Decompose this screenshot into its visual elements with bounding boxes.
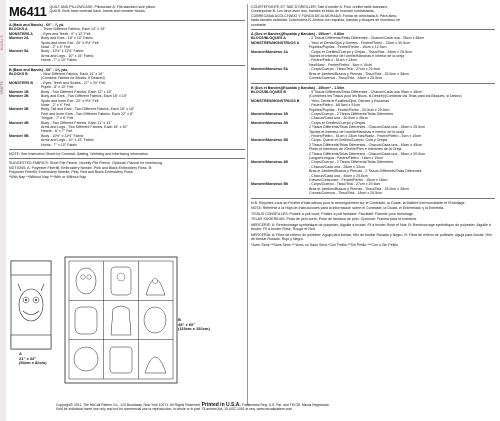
label: Monstre/Monstruo 5B: [251, 182, 288, 187]
text: Body - 10½" x 11½" Fabric: [41, 49, 84, 54]
french-spanish-column: [251, 5, 495, 247]
label: [251, 76, 309, 80]
label: Monstre/Monstruo 3B: [251, 138, 288, 143]
note-paragraph: MERCERÍA: A: Fibra de relleno de poliéster, Aguja para bordar, Hilo de bordar Rosado y Negro. B: Fibra de relleno de poliéster, Aguja para bordar, Hilo de bordar Rosado, Rojo y Negro.: [251, 233, 492, 242]
suggested-fabrics: SUGGESTED FABRICS: Short Pile Fleece, Novelty Pile Fleece. Optional: Flannel for interfacing.: [9, 161, 163, 166]
text: - Feutre/Fieltro - 68.5cm x 51cm: [309, 103, 361, 108]
text: Pupilles/Pupilas - Feutre/Fieltro - 20.5cm x 25.5cm: [309, 107, 390, 112]
label: Monster 5B: [9, 133, 29, 138]
section-b-title-fr: B (Dos et Bandes)(Espalda y Bandas) - 150cm* - 1.60m: [251, 85, 345, 90]
edge-brand: McCALL'S: [0, 35, 4, 51]
text: - Chacun/Cada una - 30.5cm x 45cm: [309, 116, 368, 121]
intro-english: [50, 5, 156, 14]
rule: [251, 83, 495, 84]
column-divider: [247, 4, 248, 405]
text: - 9 Tissus Différents/Telas Diferentes - Chacun/Cada una 35cm x 48cm: [309, 89, 422, 94]
nap-key-fr-es: *Avec Sens **Sans Sens ***Avec ou Sans Sens *Con Pelillo **Sin Pelillo ***Con o Sin Pelillo: [251, 243, 398, 248]
text: Hearts - 6" x 7" Felt: [41, 129, 73, 134]
nap-key: *With Nap **Without Nap ***With or Without Nap: [9, 174, 87, 179]
text: - Corps/Cuerpo - 2 Tissus Différents/Telas Diferentes: [309, 111, 394, 116]
text: - Corps/Cuerpo - 2 Tissus Différents/Telas Diferentes: [309, 160, 394, 165]
printed-in: Printed in U.S.A.: [201, 402, 241, 408]
label: MONSTERS B: [9, 80, 33, 85]
quilt-drawing: [65, 257, 177, 383]
rule: [251, 29, 495, 30]
label: [251, 191, 309, 195]
text: Cornes/Cuernos - Tissu/Tela - 18cm x 25.5cm: [309, 76, 382, 81]
notions-line: NOTIONS: A: Polyester Fiberfill, Embroidery Needle, Pink and Black Embroidery Floss. B:: [9, 165, 153, 170]
label: Monstre/Monstruo 1B: [251, 111, 288, 116]
section-a-title: A (Back and Bands) - 60" - ⅞ yd.: [9, 23, 65, 27]
header: [9, 5, 245, 18]
intro-line: CUBRECAMA ACOLCHADO Y FUNDA DE ALMOHADA: Funda de almohada A: Para almo-: [251, 13, 398, 18]
intro-line: hada tamaño estándar. Cubrecama B. Ambos con espalda, bandas y bloques de monstruo en: [251, 18, 401, 23]
monsters-b-pupils: Pupils - 8" x 10" Felt: [41, 85, 74, 90]
pillowcase-drawing: [11, 261, 51, 349]
text: - Yeux, Dents et Écailles/Ojos, Dientes y Escamas: [309, 98, 389, 103]
intro-line: contraste.: [251, 22, 267, 27]
text: Nose - 2" x 4" Felt: [41, 102, 70, 107]
footer: [56, 403, 496, 411]
text: Pieds et Intérieurs de l'Oreille/Pies e Interiores de la Oreja: [309, 147, 402, 152]
text: Bras et Jambes/Brazos y Piernas - Tissu/Tela - 25.5cm x 38cm: [309, 71, 409, 76]
text: - Corps et Oreilles/Cuerpo y Orejas - Tissu/Tela - 45cm x 25.5cm: [309, 49, 412, 54]
label: BLOCKS B: [9, 72, 28, 77]
monster-5b-line: [9, 143, 245, 147]
text: Body and Ears - Two Different Fabrics, Each 18" x 10": [41, 94, 128, 99]
label: MONSTRES/MONSTRUOS A: [251, 40, 300, 45]
blocks-b-note: (Combine Fabrics for Blocks, If Desired): [41, 76, 105, 81]
notes-paragraphs: [251, 201, 495, 242]
label: Monstre/Monstruo 2B: [251, 120, 288, 125]
label: BLOCS/BLOQUES B: [251, 89, 286, 94]
section-a-lines: [251, 36, 495, 80]
text: - Yeux et Dents/Ojos y Dientes - Feutre/Fieltro - 23cm x 30.5cm: [309, 40, 410, 45]
note-paragraph: MERCERIE: A: Rembourrage synthétique de polyester, Aiguille à broder, Fil à broder Rose et Noir. B: Rembourrage synthétique de polyester, Aiguille à broder, Fil à broder Rose, Rouge et Noir.: [251, 223, 491, 232]
text: - Corps/Cuerpo - Tissu/Tela - 27cm x 29.5cm: [309, 182, 381, 187]
material-line: [251, 76, 495, 80]
note-paragraph: TELAS SUGERIDAS: Polar de pelo corto, Polar de fantasía de pelo. Opcional: Franela para la entretela.: [251, 217, 418, 222]
rule: [9, 20, 245, 21]
label: Monster 2B: [9, 94, 29, 99]
sold-note: Sold for individual home use only and not for commercial use or reproduction, in whole or in part. ©Lanham Act, 15 USC 1051 et seq. www.mccallpattern.com: [56, 407, 293, 412]
label: Monster 1B: [9, 89, 29, 94]
text: Spots and Inner Ear - 20" x 9½" Felt: [41, 98, 99, 103]
text: Bras et Jambes/Brazos y Piernas - 2 Tissus Différents/Telas Diferentes: [309, 169, 422, 174]
rule: [9, 149, 245, 150]
label: [9, 143, 41, 147]
note-paragraph: N.B. Reportez-vous au Feuillet d'Instructions pour le renseignement sur le Contraste, la Ouate, la Matière thermocollante et l'Entoilage.: [251, 200, 466, 205]
note-paragraph: TISSUS CONSEILLÉS: Polaire à poil court, Polaire à poil fantaisie. Facultatif: Flanelle pour l'entoilage.: [251, 211, 414, 216]
rule: [9, 65, 245, 66]
text: Pupilles/Pupilas - Feutre/Fieltro - 10cm x 12.5cm: [309, 45, 387, 50]
view-a-label: [19, 352, 47, 366]
label: BLOCS/BLOQUES A: [251, 36, 286, 41]
section-b-lines: [251, 90, 495, 196]
view-b-label: [178, 318, 210, 332]
intro-line: Quilt B. Both have contrast back, bands and monster blocks.: [49, 9, 146, 14]
view-a-size-metric: (54cm x 82cm): [19, 360, 47, 366]
label: [9, 58, 41, 62]
view-b-size: 45" x 60": [178, 321, 196, 327]
text: Body - Two Different Fabrics, Each 11" x 13": [41, 120, 112, 125]
label: Monster 5A: [9, 49, 29, 54]
text: Body, Tail and Ears - Two Different Fabrics, Each 18" x 18": [41, 107, 135, 112]
text: Arms and Legs - 10" x 15" Fabric: [41, 138, 94, 143]
label: Monster 3B: [9, 107, 29, 112]
text: - 2 Tissus Différents/Telas Diferentes - Chacun/Cada una - 35cm x 48cm: [309, 36, 425, 41]
monster-5a-line: [9, 58, 245, 62]
label: Monstre/Monstruo 2A: [251, 49, 288, 54]
text: Horns - 7" x 10" Fabric: [41, 58, 78, 63]
text: Body - 10½" x 11½" Fabric: [41, 133, 84, 138]
text: Cœurs/Corazones - Feutre/Fieltro - 15cm x 18cm: [309, 178, 388, 183]
edge-tag: CRAFTS: [0, 81, 4, 95]
text: 2 Tissus Différents/Telas Diferentes - Chacun/Cada una - 56cm x 20.5cm: [309, 151, 425, 156]
note-paragraph: NOTA: Referirse a la Hoja de Instrucciones para la información sobre el Contraste, la Guata, el Entretelado y la Entretela.: [251, 206, 445, 211]
view-b-letter: B: [178, 317, 181, 322]
text: Spots and Inner Ear - 20" x 9½" Felt: [41, 40, 99, 45]
notions-line: Polyester Fiberfill, Embroidery Needle, Pink, Red and Black Embroidery Floss.: [9, 170, 134, 175]
intro-line: COURTEPOINTE ET TAIE D'OREILLER: Taie d'oreiller A: Pour oreiller taille standard.: [251, 5, 388, 9]
text: Body and Ears - 18" x 10" Fabric: [41, 36, 94, 41]
text: Body - Two Different Fabrics, Each 12" x 18": [41, 89, 112, 94]
text: Horns - 7" x 10" Fabric: [41, 142, 78, 147]
view-a-letter: A: [19, 351, 22, 356]
pattern-number: M6411: [9, 4, 47, 19]
text: - Eyes and Teeth - 9" x 12" Felt: [41, 31, 91, 36]
intro-line: QUILT AND PILLOWCASE: Pillowcase A: Fits standard size pillow.: [49, 5, 156, 9]
text: 2 Tissus Différents/Telas Diferentes - Chacun/Cada una - 45cm x 45cm: [309, 142, 422, 147]
text: Feet and Inner Ears - Two Different Fabrics, Each 22" x 8": [41, 111, 134, 116]
text: - Feutre/Fieltro - 51cm x 24cm Nez/Nariz - Feutre/Fieltro - 5cm x 10cm: [309, 133, 422, 138]
rule: [251, 198, 495, 199]
text: Nose - 2" x 4" Felt: [41, 45, 70, 50]
text: Cornes/Cuernos - Tissu/Tela - 18cm x 25.5cm: [309, 191, 382, 196]
note: NOTE: See Instruction Sheet for Contrast, Batting, Webbing and Interfacing information.: [9, 151, 149, 156]
rule: [9, 158, 245, 159]
section-b-title: B (Back and Bands) - 60" - 1⅝ yds.: [9, 67, 69, 72]
english-column: [9, 5, 245, 179]
text: Langue/Lengua - Feutre/Fieltro - 18cm x 15cm: [309, 156, 384, 160]
label: Monster 4B: [9, 120, 29, 125]
label: BLOCKS A: [9, 27, 28, 32]
text: - Nine Different Fabrics, Each 14" x 19": [41, 72, 104, 77]
edge-strip: [0, 0, 6, 421]
section-a-title-fr: A (Dos et Bandes)(Espalda y Bandas) - 150cm* - 0.80m: [251, 32, 345, 37]
copyright: Copyright© 2011, The McCall Pattern Co., 120 Broadway, New York 10271. All Rights Reserved.: [56, 403, 201, 407]
label: MONSTRES/MONSTRUOS B: [251, 98, 300, 103]
text: Arms and Legs - Two Different Fabrics, Each 18" x 10": [41, 124, 128, 129]
material-line: [251, 191, 495, 195]
text: - Corps, Queue et Oreilles/Cuerpo, Cola y Orejas: [309, 138, 388, 143]
text: Taches et Intérieur de l'oreille/Manchas e Interior de la oreja: [309, 129, 405, 134]
text: - Three Different Fabrics, Each 14" x 19": [41, 27, 106, 32]
trademarks: Trademarks Reg. U.S. Pat. and TM Off. Marca Registrada: [241, 403, 329, 407]
text: Tongue - 7" x 6" Felt: [41, 116, 74, 121]
label: Monster 2A: [9, 36, 29, 41]
text: Arms and Legs - 10" x 15" Fabric: [41, 53, 94, 58]
label: MONSTERS A: [9, 31, 33, 36]
text: - Corps et Oreilles/Cuerpo y Orejas: [309, 120, 366, 125]
text: - Eyes, Teeth and Scales - 27" x 20" Felt: [41, 80, 106, 85]
text: (Combinez les Tissus pour les Blocs, si Désiré)/(Combinar las Telas para los Bloques, si Deseo): [309, 94, 462, 99]
text: - Chacun/Cada una - 45cm x 25.5cm: [309, 173, 368, 178]
text: - Feutre/Fieltro - 51cm x 24cm: [309, 58, 358, 63]
intro-french: [251, 5, 495, 27]
text: 2 Tissus Différents/Telas Diferentes - Chacun/Cada una - 45cm x 25.5cm: [309, 125, 425, 130]
label: Monstre/Monstruo 4B: [251, 160, 288, 165]
label: Monstre/Monstruo 5A: [251, 67, 288, 72]
view-b-size-metric: (115cm x 152cm): [178, 326, 210, 332]
view-a-size: 21" x 32": [19, 355, 37, 361]
intro-line: Courtepointe B. Les deux avec dos, bandes et blocs de monstre contrastants.: [251, 9, 375, 14]
text: - Chacun/Cada una - 28cm x 33cm: [309, 164, 365, 169]
text: Bras et Jambes/Brazos y Piernas - Tissu/Tela - 25.5cm x 38cm: [309, 186, 409, 191]
text: Nez/Nariz - Feutre/Fieltro - 5cm x 10cm: [309, 62, 372, 67]
text: - Corps/Cuerpo - Tissu/Tela - 27cm x 29.5cm: [309, 67, 381, 72]
text: Taches et Intérieur de l'oreille/Manchas e Interior de la oreja: [309, 54, 405, 59]
